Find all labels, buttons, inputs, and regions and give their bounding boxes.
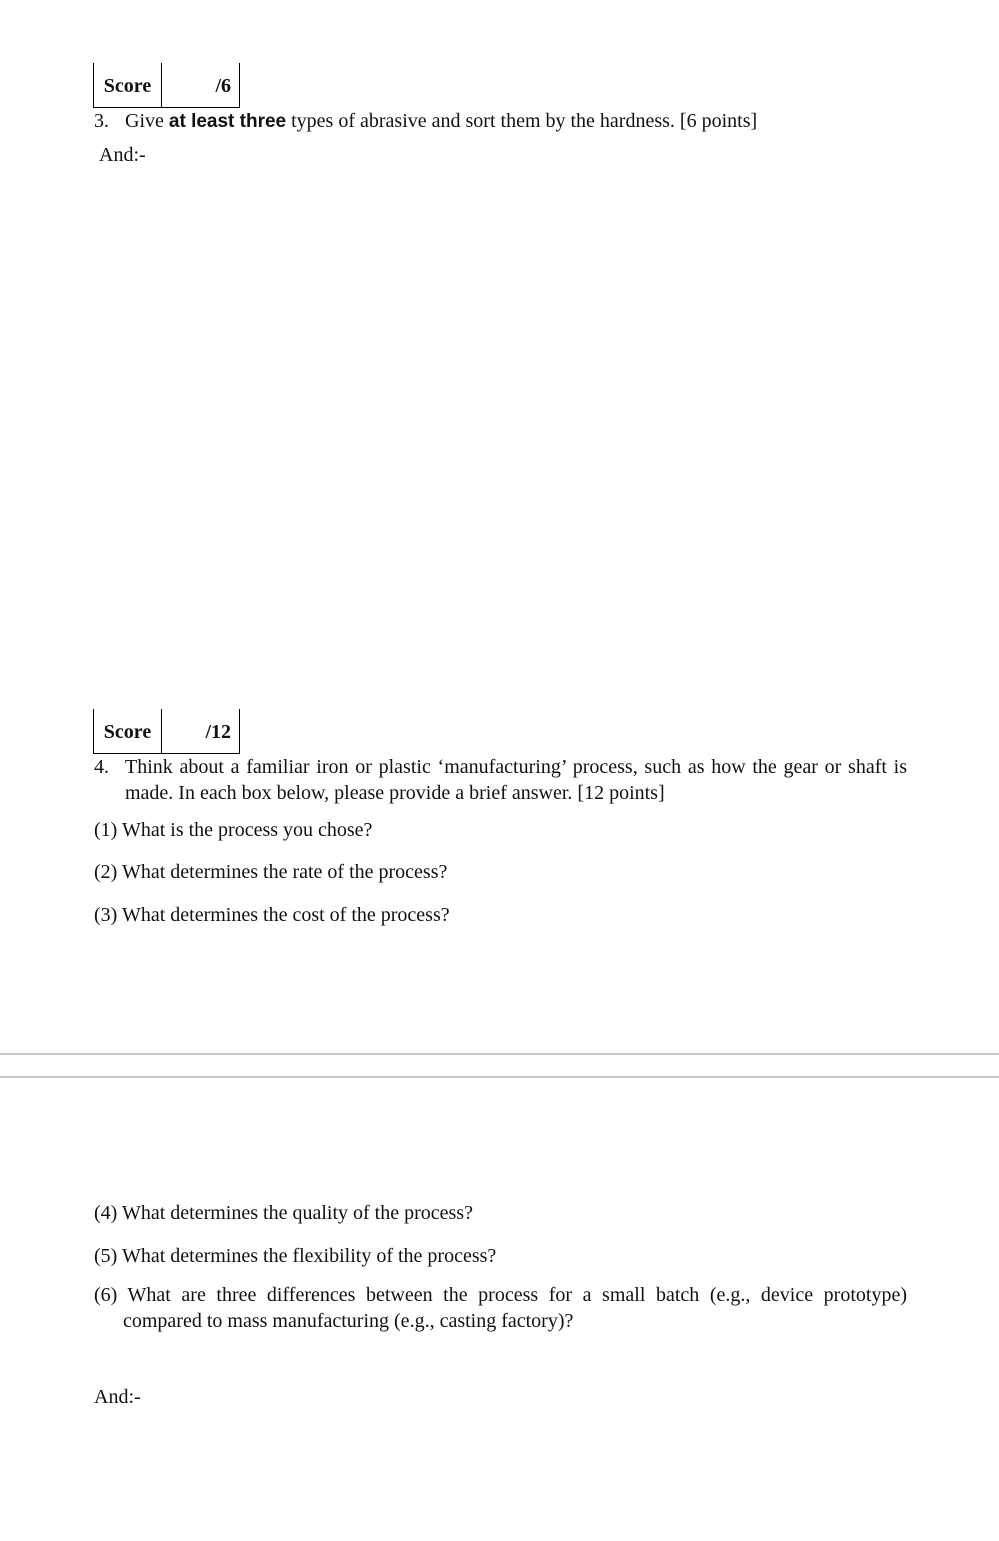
sub-question-6-line-1: (6) What are three differences between the process for a small batch (e.g., device prototype) xyxy=(94,1284,907,1306)
score-box-q3 xyxy=(93,63,240,108)
question-4-line-1: Think about a familiar iron or plastic ‘manufacturing’ process, such as how the gear or shaft is xyxy=(125,756,907,778)
sub-question-5: (5) What determines the flexibility of the process? xyxy=(94,1245,497,1267)
sub-question-4: (4) What determines the quality of the process? xyxy=(94,1202,473,1224)
question-3-bold: at least three xyxy=(168,111,287,132)
question-number-4: 4. xyxy=(94,756,109,778)
sub-question-1: (1) What is the process you chose? xyxy=(94,819,373,841)
sub-question-6-line-2: compared to mass manufacturing (e.g., casting factory)? xyxy=(123,1310,574,1332)
score-label: Score xyxy=(94,63,162,107)
score-value: /12 xyxy=(205,721,231,743)
page-break-bottom xyxy=(0,1076,999,1078)
question-3-text xyxy=(125,108,757,135)
score-value: /6 xyxy=(215,75,231,97)
question-3-suffix: types of abrasive and sort them by the hardness. [6 points] xyxy=(286,110,758,132)
sub-question-3: (3) What determines the cost of the process? xyxy=(94,904,450,926)
sub-question-2: (2) What determines the rate of the process? xyxy=(94,861,448,883)
question-3-answer-label: And:- xyxy=(99,144,146,166)
page-break-top xyxy=(0,1053,999,1055)
score-box-q4 xyxy=(93,709,240,754)
question-4-line-2: made. In each box below, please provide a brief answer. [12 points] xyxy=(125,782,665,804)
score-label: Score xyxy=(94,709,162,753)
question-number-3: 3. xyxy=(94,110,109,132)
question-3-prefix: Give xyxy=(125,110,169,132)
question-4-answer-label: And:- xyxy=(94,1386,141,1408)
